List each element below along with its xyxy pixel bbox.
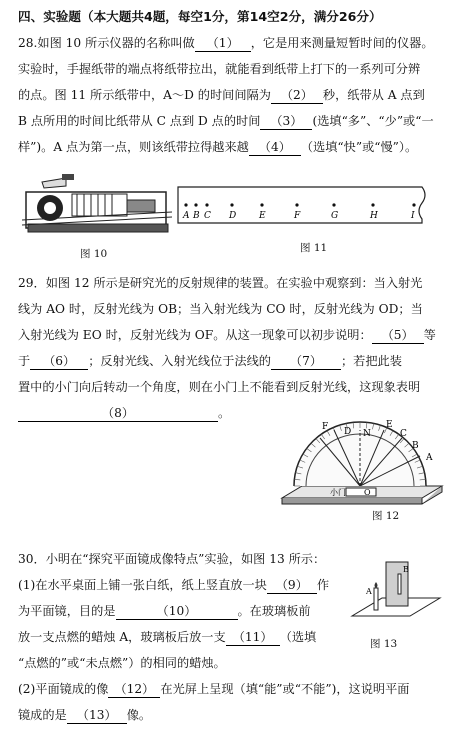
question-28 [18,30,458,160]
label-N: N [363,429,371,439]
q29-line-2: 线为 AO 时，反射光线为 OB；当入射光线为 CO 时，反射光线为 OD；当 [18,302,423,316]
label-candle-A: A [366,587,372,596]
tape-dot-H [371,203,374,206]
figure-11-paper-tape [176,185,436,229]
tape-dot-E [260,203,263,206]
q30-line-2: (1)在水平桌面上铺一张白纸，纸上竖直放一块 （9） 作 [18,578,330,592]
blank-9[interactable]: （9） [267,577,317,594]
label-C: C [400,429,407,439]
figure-10-caption: 图 10 [80,248,108,260]
q30-line-5: “点燃的”或“未点燃”）的相同的蜡烛。 [18,656,226,670]
blank-2[interactable]: （2） [271,87,323,104]
blank-13[interactable]: （13） [67,707,127,724]
tape-label-H: H [370,211,378,221]
tape-dot-G [332,203,335,206]
section-heading: 四、实验题（本大题共4题，每空1分，第14空2分，满分26分） [18,9,382,24]
figure-11-caption: 图 11 [300,242,328,254]
tape-dot-A [184,203,187,206]
tape-dot-B [194,203,197,206]
label-B: B [412,441,419,451]
blank-1[interactable]: （1） [195,35,251,52]
tape-label-C: C [204,211,211,221]
q29-line-4: 于 （6） ；反射光线、入射光线位于法线的 （7） ；若把此装 [18,354,402,368]
tape-label-D: D [229,211,237,221]
tape-label-F: F [294,211,301,221]
blank-3[interactable]: （3） [260,113,312,130]
figure-13-caption: 图 13 [370,638,398,650]
q29-line-3: 入射光线为 EO 时，反射光线为 OF。从这一现象可以初步说明： （5） 等 [18,328,436,342]
figure-12-reflection-board [272,416,452,508]
question-29 [18,270,458,426]
label-O: O [364,488,371,497]
tape-dot-F [295,203,298,206]
q29-line-5: 置中的小门向后转动一个角度，则在小门上不能看到反射光线，这现象表明 [18,380,421,394]
q30-line-1: 30．小明在“探究平面镜成像特点”实验，如图 13 所示： [18,552,326,566]
tape-label-I: I [411,211,415,221]
tape-label-G: G [331,211,339,221]
blank-12[interactable]: （12） [108,681,160,698]
tape-dot-D [230,203,233,206]
tape-points [182,203,416,221]
q29-line-1: 29．如图 12 所示是研究光的反射规律的装置。在实验中观察到：当入射光 [18,276,423,290]
blank-4[interactable]: （4） [249,139,301,156]
q28-line-2: 实验时，手握纸带的端点将纸带拉出，就能看到纸带上打下的一系列可分辨 [18,62,421,76]
label-D: D [344,427,352,437]
q28-line-5: 样”)。A 点为第一点，则该纸带拉得越来越 （4） （选填“快”或“慢”）。 [18,140,418,154]
label-door: 小门 [330,488,346,497]
q30-line-3: 为平面镜，目的是 （10） 。在玻璃板前 [18,604,311,618]
q30-line-6: (2)平面镜成的像 （12） 在光屏上呈现（填“能”或“不能”)，这说明平面 [18,682,410,696]
label-E: E [386,420,393,430]
q28-line-3: 的点。图 11 所示纸带中，A～D 的时间间隔为 （2） 秒，纸带从 A 点到 [18,88,425,102]
figure-13-plane-mirror [350,558,442,624]
q29-line-6: （8） 。 [18,400,458,426]
tape-dot-I [412,203,415,206]
question-30 [18,546,338,676]
tape-dot-C [205,203,208,206]
blank-7[interactable]: （7） [271,353,341,370]
tape-label-A: A [183,211,190,221]
blank-6[interactable]: （6） [30,353,88,370]
blank-5[interactable]: （5） [372,327,424,344]
tape-label-E: E [259,211,266,221]
label-A: A [426,453,433,463]
figure-10-ticker-timer [22,172,172,244]
blank-11[interactable]: （11） [226,629,280,646]
q28-line-1: 28.如图 10 所示仪器的名称叫做 （1） ，它是用来测量短暂时间的仪器。 [18,36,434,50]
label-candle-B: B [403,565,409,574]
figure-12-caption: 图 12 [372,510,400,522]
q28-line-4: B 点所用的时间比纸带从 C 点到 D 点的时间 （3） (选填“多”、“少”或“一 [18,114,434,128]
q30-line-7: 镜成的是 （13） 像。 [18,708,152,722]
q30-line-4: 放一支点燃的蜡烛 A，玻璃板后放一支 （11） （选填 [18,630,317,644]
tape-label-B: B [193,211,200,221]
blank-8[interactable]: （8） [18,405,218,422]
question-30-part-2 [18,676,458,728]
label-F: F [322,422,329,432]
blank-10[interactable]: （10） [116,603,238,620]
